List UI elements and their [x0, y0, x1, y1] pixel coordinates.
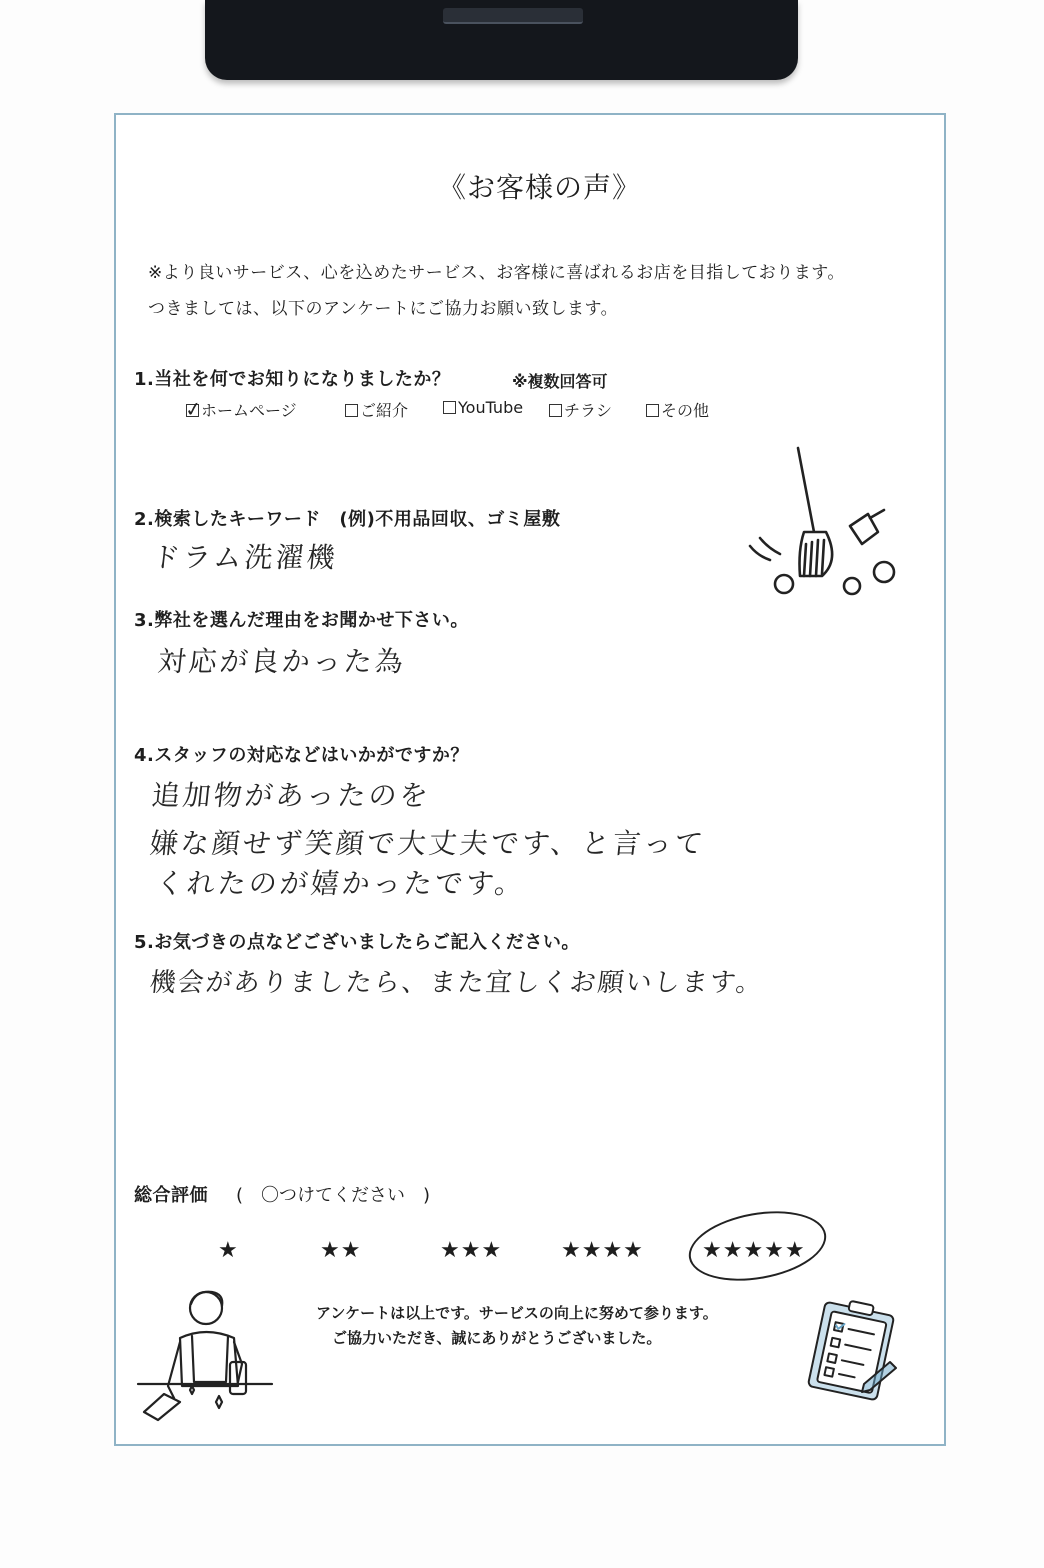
- q2-handwritten-answer: ドラム洗濯機: [150, 541, 340, 574]
- q5-label: 5.お気づきの点などございましたらご記入ください。: [134, 932, 580, 953]
- q3-label: 3.弊社を選んだ理由をお聞かせ下さい。: [134, 610, 469, 631]
- q1-option-youtube[interactable]: [443, 398, 523, 417]
- q2-label: 2.検索したキーワード (例)不用品回収、ゴミ屋敷: [134, 509, 561, 530]
- q1-option-referral[interactable]: [345, 398, 408, 421]
- q4-label: 4.スタッフの対応などはいかがですか？: [134, 745, 469, 766]
- option-label: ご紹介: [360, 401, 409, 420]
- q4-answer-line-1: 追加物があったのを: [150, 779, 433, 812]
- cleaning-staff-icon: [134, 1286, 276, 1426]
- check-mark-icon: ✓: [183, 395, 204, 423]
- q1-label: 1.当社を何でお知りになりましたか？: [134, 369, 451, 390]
- option-label: YouTube: [458, 398, 524, 417]
- q1-option-homepage[interactable]: [183, 395, 297, 423]
- q3-handwritten-answer: 対応が良かった為: [156, 645, 408, 678]
- q1-note: ※複数回答可: [512, 372, 608, 391]
- q4-answer-line-3: くれたのが嬉かったです。: [154, 867, 528, 900]
- rating-option-5[interactable]: ★★★★★: [702, 1238, 806, 1263]
- broom-dustpan-icon: [740, 440, 910, 605]
- checkbox[interactable]: [443, 401, 456, 414]
- checkbox[interactable]: [646, 404, 659, 417]
- rating-option-2[interactable]: ★★: [320, 1238, 362, 1263]
- rating-option-3[interactable]: ★★★: [440, 1238, 503, 1263]
- rating-label: 総合評価: [134, 1185, 208, 1206]
- clip-slot: [443, 8, 583, 24]
- closing-line-1: アンケートは以上です。サービスの向上に努めて参ります。: [316, 1304, 718, 1322]
- clipboard-clip: [205, 0, 798, 80]
- rating-option-4[interactable]: ★★★★: [561, 1238, 644, 1263]
- intro-line-1: ※より良いサービス、心を込めたサービス、お客様に喜ばれるお店を目指しております。: [148, 263, 845, 283]
- option-label: ホームページ: [201, 401, 297, 420]
- page-title: 《お客様の声》: [438, 171, 642, 204]
- q5-handwritten-answer: 機会がありましたら、また宜しくお願いします。: [148, 968, 766, 998]
- checkbox[interactable]: [549, 404, 562, 417]
- rating-option-1[interactable]: ★: [218, 1238, 239, 1263]
- checkbox[interactable]: [345, 404, 358, 417]
- option-label: その他: [661, 401, 710, 420]
- q1-option-flyer[interactable]: [549, 398, 612, 421]
- option-label: チラシ: [564, 401, 613, 420]
- q1-option-other[interactable]: [646, 398, 709, 421]
- closing-line-2: ご協力いただき、誠にありがとうございました。: [332, 1329, 662, 1347]
- rating-instruction: ( 〇つけてください ): [236, 1185, 431, 1206]
- clipboard-checklist-icon: [800, 1296, 900, 1406]
- intro-line-2: つきましては、以下のアンケートにご協力お願い致します。: [148, 299, 619, 319]
- q4-answer-line-2: 嫌な顔せず笑顔で大丈夫です、と言って: [148, 827, 708, 860]
- checkbox-checked[interactable]: [183, 395, 204, 423]
